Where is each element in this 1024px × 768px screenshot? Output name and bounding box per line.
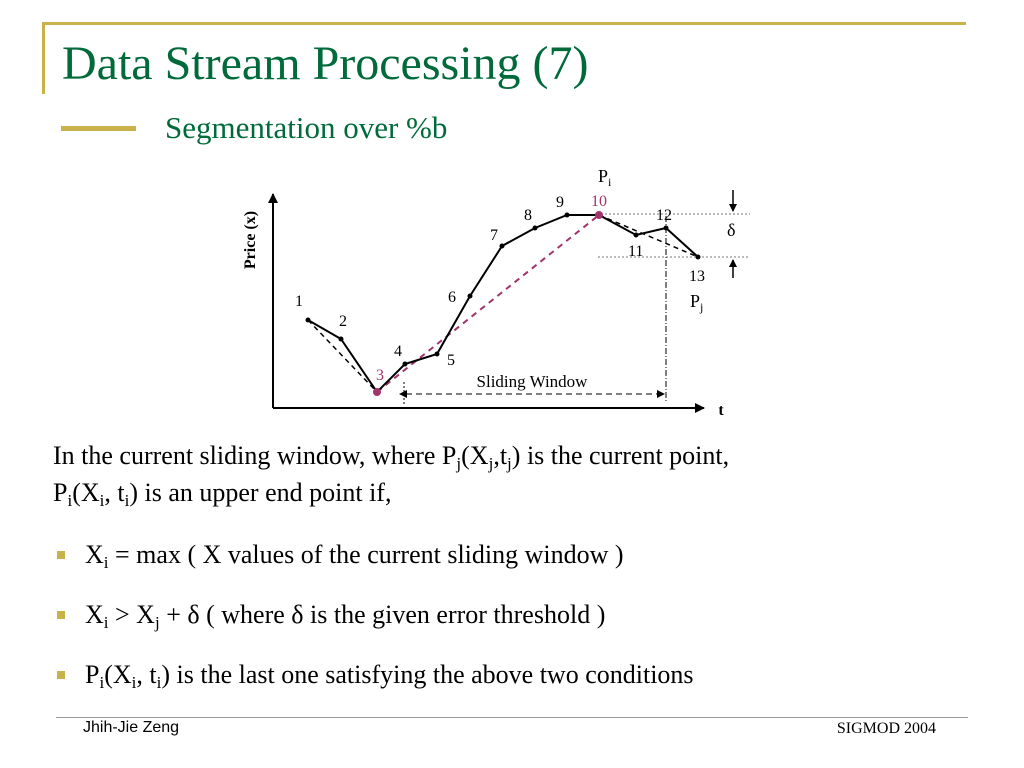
- point-label-11: 11: [628, 243, 644, 260]
- footer-author: Jhih-Jie Zeng: [83, 719, 180, 736]
- point-label-6: 6: [448, 289, 456, 306]
- point-1: [306, 318, 311, 323]
- condition-last: $P_i(X_i$, $t_i$) is the last one satisfying the above two conditions: [57, 660, 694, 720]
- point-label-2: 2: [339, 313, 347, 330]
- point-4: [403, 362, 408, 367]
- sliding-window-label: Sliding Window: [476, 372, 588, 391]
- bullet-square-icon: [57, 551, 65, 559]
- point-8: [533, 226, 538, 231]
- point-5: [435, 352, 440, 357]
- condition-max: $X_i = \max$ ( X values of the current sliding window ): [57, 540, 694, 600]
- point-label-4: 4: [394, 343, 402, 360]
- point-11: [634, 233, 639, 238]
- pj-label: $P_j$: [690, 291, 704, 314]
- segmentation-diagram: [230, 160, 770, 425]
- point-label-8: 8: [524, 207, 532, 224]
- approx-segment-black-2: [599, 215, 698, 257]
- y-axis-label: Price (x): [242, 210, 259, 270]
- point-label-12: 12: [656, 207, 672, 224]
- condition-threshold: $X_i > X_j + \delta$ ( where δ is the given error threshold ): [57, 600, 694, 660]
- point-label-1: 1: [295, 293, 303, 310]
- point-label-9: 9: [556, 194, 564, 211]
- conditions-list: [57, 540, 694, 720]
- data-points: [306, 211, 704, 396]
- point-12: [664, 226, 669, 231]
- slide-title: Data Stream Processing (7): [62, 37, 589, 90]
- slide-subtitle: Segmentation over %b: [165, 110, 448, 145]
- footer-divider: [56, 717, 968, 718]
- point-13: [696, 255, 701, 260]
- approx-segment-highlight: [377, 215, 599, 392]
- subtitle-accent-bar: [61, 126, 136, 131]
- price-line: [308, 215, 698, 392]
- point-label-10: 10: [591, 193, 607, 210]
- frame-left-line: [42, 22, 45, 94]
- point-label-13: 13: [689, 268, 705, 285]
- approx-segment-black-1: [308, 320, 377, 392]
- footer-venue: SIGMOD 2004: [836, 720, 936, 737]
- point-2: [339, 337, 344, 342]
- frame-top-line: [44, 22, 966, 25]
- point-10: [595, 211, 603, 219]
- point-6: [468, 294, 473, 299]
- point-label-5: 5: [447, 352, 455, 369]
- delta-label: δ: [727, 220, 736, 240]
- point-label-3: 3: [376, 367, 384, 384]
- bullet-square-icon: [57, 611, 65, 619]
- point-3: [373, 388, 381, 396]
- point-9: [565, 213, 570, 218]
- point-7: [500, 244, 505, 249]
- description-paragraph: In the current sliding window, where $P_j(X_j,t_j)$ is the current point, $P_i(X_i$, $t_i$) is an upper end point if,: [53, 441, 730, 510]
- x-axis-label: t: [718, 402, 724, 419]
- pi-label: $P_i$: [598, 166, 612, 189]
- point-label-7: 7: [490, 227, 498, 244]
- bullet-square-icon: [57, 671, 65, 679]
